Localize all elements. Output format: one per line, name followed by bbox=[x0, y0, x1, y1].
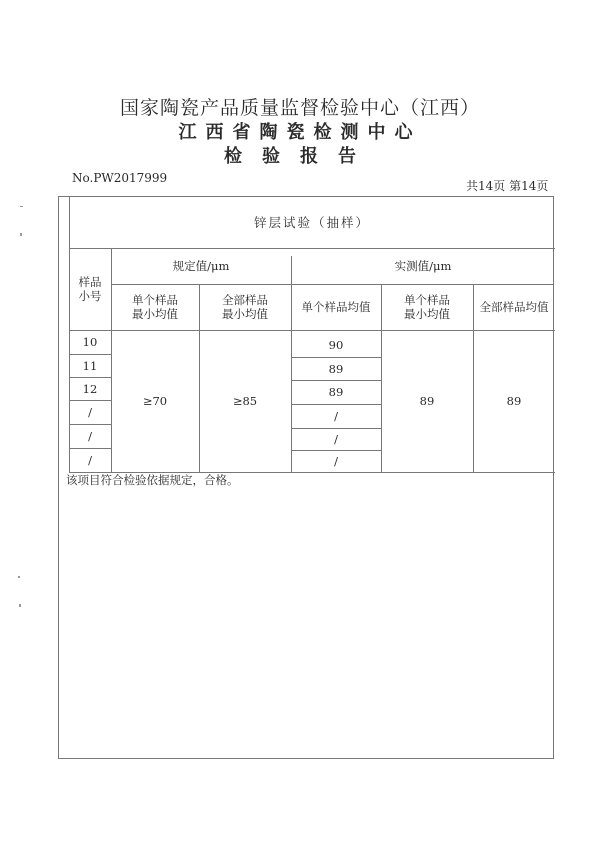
meas-single-avg-cell: 89 bbox=[328, 385, 344, 399]
table-title: 锌层试验（抽样） bbox=[253, 214, 370, 230]
page-info: 共14页 第14页 bbox=[466, 179, 549, 193]
group-measured: 实测值/μm bbox=[394, 259, 452, 273]
report-number: No.PW2017999 bbox=[72, 171, 168, 185]
scan-mark bbox=[19, 604, 21, 607]
conclusion-text: 该项目符合检验依据规定，合格。 bbox=[66, 473, 239, 487]
col-spec-all-min: 全部样品 最小均值 bbox=[222, 293, 268, 321]
sample-no-cell: 12 bbox=[82, 381, 98, 396]
col-meas-all-avg: 全部样品均值 bbox=[479, 300, 549, 314]
spec-single-min-value: ≥70 bbox=[142, 394, 168, 408]
header-org-name: 国家陶瓷产品质量监督检验中心（江西） bbox=[119, 97, 480, 119]
header-report-title: 检验报告 bbox=[224, 146, 376, 167]
col-spec-single-min: 单个样品 最小均值 bbox=[132, 293, 178, 321]
sample-no-cell: / bbox=[88, 405, 92, 419]
scan-mark bbox=[20, 233, 22, 236]
scan-mark bbox=[18, 576, 20, 578]
meas-single-avg-cell: / bbox=[334, 454, 338, 468]
sample-no-cell: 11 bbox=[82, 358, 98, 373]
meas-all-avg-value: 89 bbox=[506, 394, 522, 408]
meas-single-min-value: 89 bbox=[419, 394, 435, 408]
sample-no-cell: / bbox=[88, 453, 92, 467]
sample-no-cell: 10 bbox=[82, 335, 98, 349]
spec-all-min-value: ≥85 bbox=[232, 394, 258, 408]
col-meas-single-min: 单个样品 最小均值 bbox=[404, 293, 450, 321]
meas-single-avg-cell: 90 bbox=[328, 338, 344, 352]
sample-no-cell: / bbox=[88, 429, 92, 443]
meas-single-avg-cell: 89 bbox=[328, 361, 344, 376]
header-center-name: 江西省陶瓷检测中心 bbox=[178, 122, 422, 143]
meas-single-avg-cell: / bbox=[334, 409, 338, 423]
scan-mark bbox=[20, 206, 23, 207]
group-specified: 规定值/μm bbox=[172, 259, 230, 273]
col-meas-single-avg: 单个样品均值 bbox=[301, 300, 371, 314]
meas-single-avg-cell: / bbox=[334, 432, 338, 446]
col-sample-no: 样品 小号 bbox=[78, 275, 102, 303]
